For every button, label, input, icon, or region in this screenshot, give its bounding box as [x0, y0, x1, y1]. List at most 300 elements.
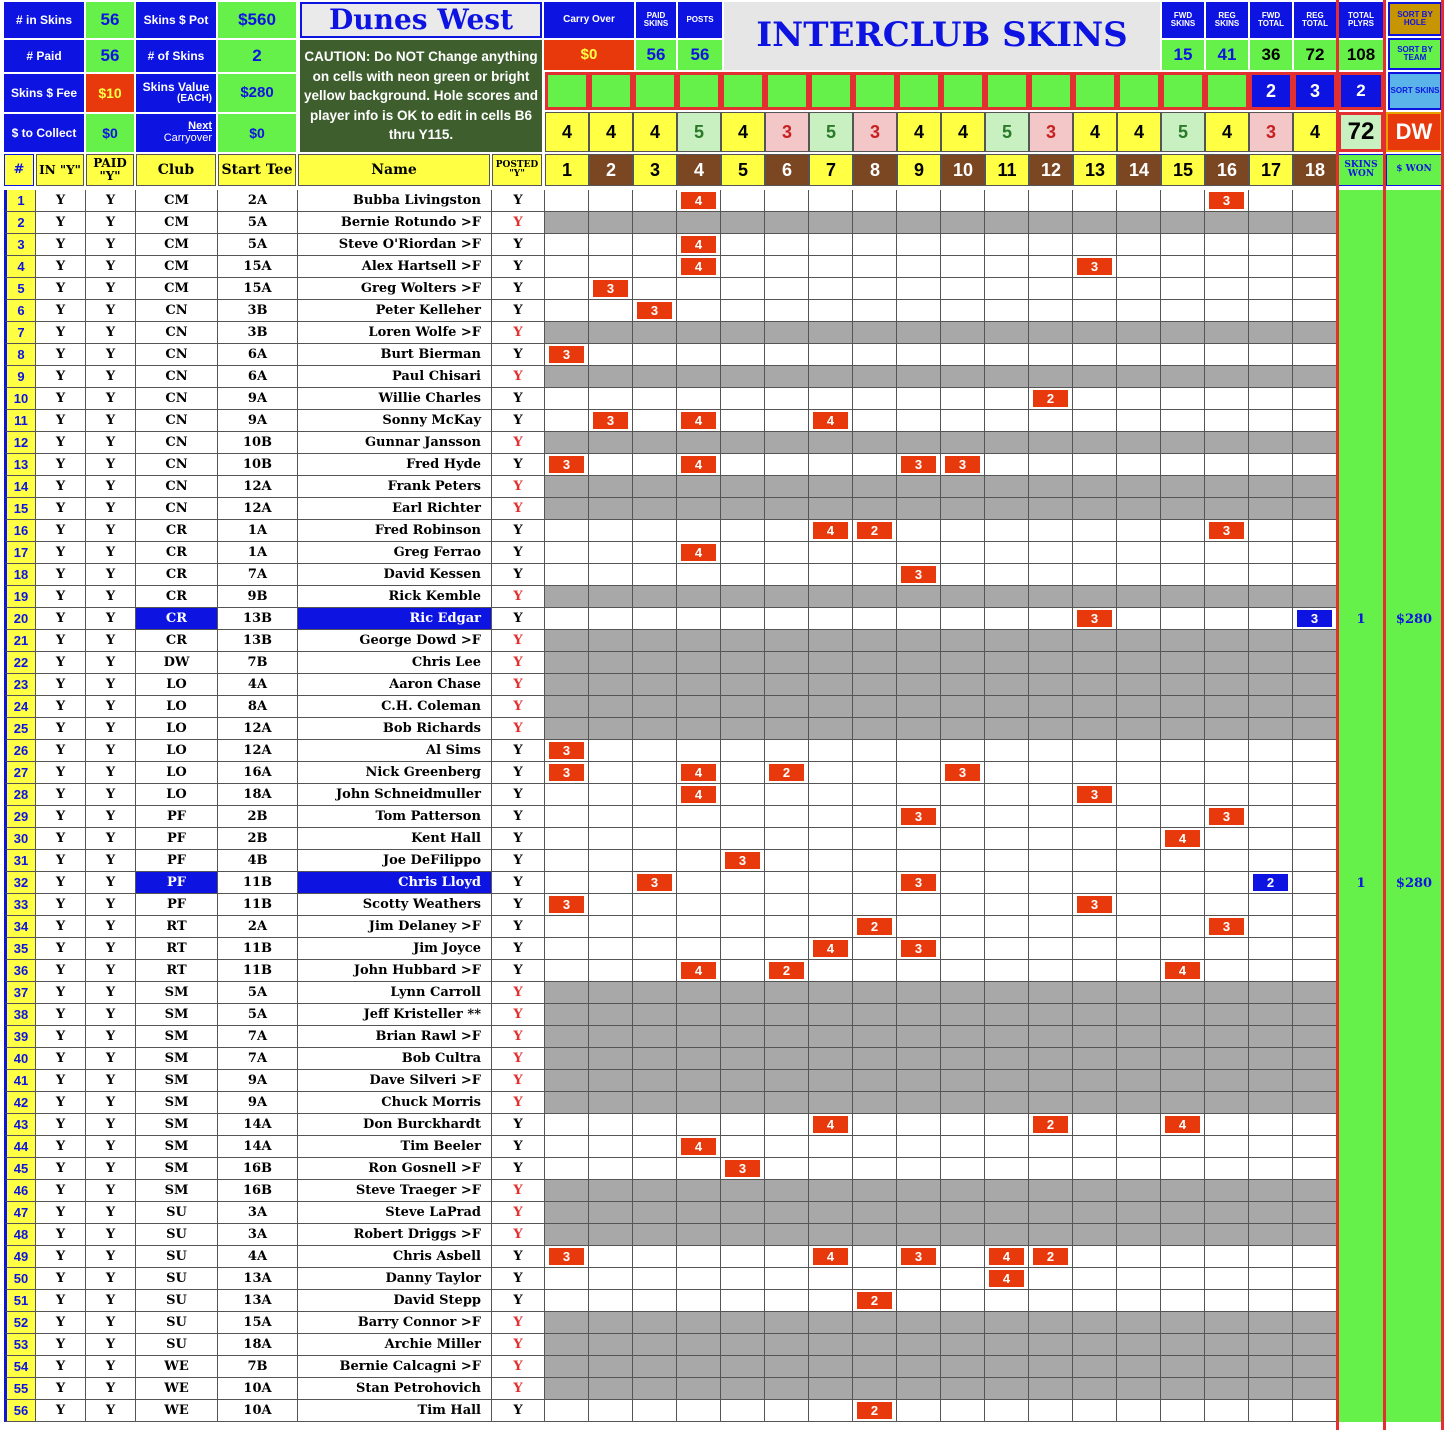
score-cell-hole-3[interactable]	[633, 366, 677, 388]
score-cell-hole-15[interactable]	[1161, 498, 1205, 520]
score-cell-hole-13[interactable]	[1073, 1180, 1117, 1202]
score-cell-hole-11[interactable]	[985, 1070, 1029, 1092]
cell-club[interactable]: CM	[136, 278, 218, 300]
score-cell-hole-3[interactable]	[633, 432, 677, 454]
cell-tee[interactable]: 5A	[218, 982, 298, 1004]
score-cell-hole-5[interactable]	[721, 1290, 765, 1312]
score-cell-hole-10[interactable]	[941, 696, 985, 718]
score-cell-hole-1[interactable]	[545, 498, 589, 520]
score-cell-hole-14[interactable]	[1117, 652, 1161, 674]
score-cell-hole-17[interactable]	[1249, 432, 1293, 454]
score-cell-hole-6[interactable]	[765, 1378, 809, 1400]
cell-posted[interactable]: Y	[492, 806, 545, 828]
score-cell-hole-9[interactable]	[897, 1026, 941, 1048]
cell-posted[interactable]: Y	[492, 916, 545, 938]
cell-paid[interactable]: Y	[86, 1114, 136, 1136]
score-cell-hole-9[interactable]	[897, 366, 941, 388]
score-cell-hole-15[interactable]	[1161, 256, 1205, 278]
score-cell-hole-17[interactable]	[1249, 938, 1293, 960]
score-cell-hole-1[interactable]	[545, 982, 589, 1004]
score-cell-hole-11[interactable]	[985, 630, 1029, 652]
score-cell-hole-16[interactable]	[1205, 1114, 1249, 1136]
cell-paid[interactable]: Y	[86, 1026, 136, 1048]
score-cell-hole-12[interactable]	[1029, 718, 1073, 740]
score-cell-hole-18[interactable]	[1293, 630, 1337, 652]
score-cell-hole-18[interactable]	[1293, 586, 1337, 608]
score-cell-hole-14[interactable]	[1117, 410, 1161, 432]
cell-posted[interactable]: Y	[492, 278, 545, 300]
score-cell-hole-4[interactable]	[677, 1268, 721, 1290]
cell-posted[interactable]: Y	[492, 388, 545, 410]
score-cell-hole-17[interactable]	[1249, 498, 1293, 520]
score-cell-hole-13[interactable]	[1073, 1246, 1117, 1268]
score-cell-hole-2[interactable]	[589, 454, 633, 476]
score-cell-hole-2[interactable]	[589, 190, 633, 212]
score-cell-hole-11[interactable]	[985, 916, 1029, 938]
score-cell-hole-17[interactable]	[1249, 190, 1293, 212]
score-cell-hole-2[interactable]	[589, 652, 633, 674]
cell-name[interactable]: C.H. Coleman	[298, 696, 492, 718]
score-cell-hole-12[interactable]	[1029, 366, 1073, 388]
score-cell-hole-13[interactable]	[1073, 1334, 1117, 1356]
score-cell-hole-18[interactable]	[1293, 872, 1337, 894]
score-cell-hole-13[interactable]	[1073, 806, 1117, 828]
cell-name[interactable]: Jim Delaney >F	[298, 916, 492, 938]
score-cell-hole-17[interactable]	[1249, 278, 1293, 300]
score-cell-hole-16[interactable]	[1205, 872, 1249, 894]
score-cell-hole-1[interactable]	[545, 322, 589, 344]
score-cell-hole-10[interactable]	[941, 454, 985, 476]
score-cell-hole-1[interactable]	[545, 1334, 589, 1356]
score-cell-hole-17[interactable]	[1249, 718, 1293, 740]
score-cell-hole-11[interactable]	[985, 1092, 1029, 1114]
score-cell-hole-8[interactable]	[853, 1246, 897, 1268]
score-cell-hole-6[interactable]	[765, 278, 809, 300]
score-cell-hole-1[interactable]	[545, 1180, 589, 1202]
cell-paid[interactable]: Y	[86, 1202, 136, 1224]
cell-name[interactable]: Ron Gosnell >F	[298, 1158, 492, 1180]
score-cell-hole-11[interactable]	[985, 1400, 1029, 1422]
score-cell-hole-2[interactable]	[589, 608, 633, 630]
score-cell-hole-17[interactable]	[1249, 542, 1293, 564]
cell-club[interactable]: SU	[136, 1312, 218, 1334]
score-cell-hole-16[interactable]	[1205, 828, 1249, 850]
score-cell-hole-8[interactable]	[853, 784, 897, 806]
cell-club[interactable]: SM	[136, 982, 218, 1004]
score-cell-hole-16[interactable]	[1205, 256, 1249, 278]
cell-posted[interactable]: Y	[492, 784, 545, 806]
score-cell-hole-9[interactable]	[897, 828, 941, 850]
cell-name[interactable]: Chris Asbell	[298, 1246, 492, 1268]
score-cell-hole-4[interactable]	[677, 982, 721, 1004]
score-cell-hole-17[interactable]	[1249, 1334, 1293, 1356]
score-cell-hole-6[interactable]	[765, 1092, 809, 1114]
cell-club[interactable]: DW	[136, 652, 218, 674]
cell-posted[interactable]: Y	[492, 872, 545, 894]
score-cell-hole-13[interactable]	[1073, 696, 1117, 718]
cell-name[interactable]: Steve LaPrad	[298, 1202, 492, 1224]
score-cell-hole-17[interactable]	[1249, 564, 1293, 586]
score-cell-hole-3[interactable]	[633, 938, 677, 960]
score-cell-hole-15[interactable]	[1161, 1334, 1205, 1356]
score-cell-hole-9[interactable]	[897, 850, 941, 872]
cell-club[interactable]: LO	[136, 718, 218, 740]
score-cell-hole-9[interactable]	[897, 1290, 941, 1312]
par-hole-7[interactable]: 5	[809, 112, 853, 152]
score-cell-hole-12[interactable]	[1029, 1092, 1073, 1114]
score-cell-hole-16[interactable]	[1205, 498, 1249, 520]
cell-posted[interactable]: Y	[492, 454, 545, 476]
score-cell-hole-7[interactable]	[809, 938, 853, 960]
cell-name[interactable]: David Stepp	[298, 1290, 492, 1312]
score-cell-hole-11[interactable]	[985, 1136, 1029, 1158]
score-cell-hole-5[interactable]	[721, 938, 765, 960]
cell-tee[interactable]: 6A	[218, 344, 298, 366]
cell-posted[interactable]: Y	[492, 1334, 545, 1356]
cell-posted[interactable]: Y	[492, 1114, 545, 1136]
score-cell-hole-12[interactable]	[1029, 806, 1073, 828]
score-cell-hole-8[interactable]	[853, 740, 897, 762]
score-cell-hole-14[interactable]	[1117, 1070, 1161, 1092]
score-cell-hole-16[interactable]	[1205, 586, 1249, 608]
cell-tee[interactable]: 15A	[218, 256, 298, 278]
score-cell-hole-16[interactable]	[1205, 1312, 1249, 1334]
score-cell-hole-1[interactable]	[545, 344, 589, 366]
score-cell-hole-15[interactable]	[1161, 586, 1205, 608]
score-cell-hole-16[interactable]	[1205, 1136, 1249, 1158]
score-cell-hole-5[interactable]	[721, 1356, 765, 1378]
score-cell-hole-2[interactable]	[589, 388, 633, 410]
score-cell-hole-17[interactable]	[1249, 982, 1293, 1004]
cell-tee[interactable]: 10B	[218, 454, 298, 476]
score-cell-hole-10[interactable]	[941, 1290, 985, 1312]
cell-in[interactable]: Y	[36, 322, 86, 344]
score-cell-hole-10[interactable]	[941, 894, 985, 916]
cell-tee[interactable]: 2A	[218, 916, 298, 938]
score-cell-hole-3[interactable]	[633, 190, 677, 212]
score-cell-hole-9[interactable]	[897, 388, 941, 410]
cell-name[interactable]: Scotty Weathers	[298, 894, 492, 916]
score-cell-hole-9[interactable]	[897, 762, 941, 784]
score-cell-hole-4[interactable]	[677, 1224, 721, 1246]
score-cell-hole-13[interactable]	[1073, 476, 1117, 498]
score-cell-hole-5[interactable]	[721, 498, 765, 520]
cell-club[interactable]: CN	[136, 344, 218, 366]
score-cell-hole-6[interactable]	[765, 1004, 809, 1026]
cell-in[interactable]: Y	[36, 608, 86, 630]
score-cell-hole-18[interactable]	[1293, 1158, 1337, 1180]
sort-by-team-button[interactable]: SORT BY TEAM	[1388, 38, 1442, 70]
cell-paid[interactable]: Y	[86, 520, 136, 542]
score-cell-hole-2[interactable]	[589, 256, 633, 278]
score-cell-hole-16[interactable]	[1205, 300, 1249, 322]
score-cell-hole-17[interactable]	[1249, 1268, 1293, 1290]
score-cell-hole-12[interactable]	[1029, 278, 1073, 300]
score-cell-hole-6[interactable]	[765, 388, 809, 410]
cell-in[interactable]: Y	[36, 630, 86, 652]
score-cell-hole-13[interactable]	[1073, 1092, 1117, 1114]
score-cell-hole-4[interactable]	[677, 1070, 721, 1092]
score-cell-hole-10[interactable]	[941, 322, 985, 344]
score-cell-hole-14[interactable]	[1117, 982, 1161, 1004]
cell-club[interactable]: CN	[136, 300, 218, 322]
score-cell-hole-8[interactable]	[853, 630, 897, 652]
score-cell-hole-11[interactable]	[985, 234, 1029, 256]
cell-paid[interactable]: Y	[86, 938, 136, 960]
score-cell-hole-8[interactable]	[853, 696, 897, 718]
score-cell-hole-1[interactable]	[545, 1136, 589, 1158]
score-cell-hole-18[interactable]	[1293, 850, 1337, 872]
score-cell-hole-14[interactable]	[1117, 674, 1161, 696]
par-hole-17[interactable]: 3	[1249, 112, 1293, 152]
score-cell-hole-13[interactable]	[1073, 234, 1117, 256]
score-cell-hole-1[interactable]	[545, 432, 589, 454]
cell-paid[interactable]: Y	[86, 1070, 136, 1092]
score-cell-hole-4[interactable]	[677, 1092, 721, 1114]
cell-tee[interactable]: 9A	[218, 388, 298, 410]
cell-club[interactable]: LO	[136, 740, 218, 762]
cell-in[interactable]: Y	[36, 740, 86, 762]
score-cell-hole-16[interactable]	[1205, 388, 1249, 410]
score-cell-hole-11[interactable]	[985, 256, 1029, 278]
score-cell-hole-3[interactable]	[633, 1290, 677, 1312]
par-hole-8[interactable]: 3	[853, 112, 897, 152]
score-cell-hole-3[interactable]	[633, 278, 677, 300]
score-cell-hole-11[interactable]	[985, 1268, 1029, 1290]
score-cell-hole-9[interactable]	[897, 784, 941, 806]
score-cell-hole-7[interactable]	[809, 278, 853, 300]
score-cell-hole-5[interactable]	[721, 1180, 765, 1202]
score-cell-hole-17[interactable]	[1249, 300, 1293, 322]
score-cell-hole-12[interactable]	[1029, 388, 1073, 410]
score-cell-hole-9[interactable]	[897, 696, 941, 718]
score-cell-hole-5[interactable]	[721, 1268, 765, 1290]
score-cell-hole-10[interactable]	[941, 410, 985, 432]
score-cell-hole-8[interactable]	[853, 1048, 897, 1070]
score-cell-hole-8[interactable]	[853, 344, 897, 366]
score-cell-hole-3[interactable]	[633, 960, 677, 982]
score-cell-hole-18[interactable]	[1293, 762, 1337, 784]
score-cell-hole-14[interactable]	[1117, 564, 1161, 586]
score-cell-hole-8[interactable]	[853, 366, 897, 388]
score-cell-hole-17[interactable]	[1249, 322, 1293, 344]
cell-name[interactable]: Fred Hyde	[298, 454, 492, 476]
score-cell-hole-16[interactable]	[1205, 1004, 1249, 1026]
score-cell-hole-14[interactable]	[1117, 850, 1161, 872]
score-cell-hole-17[interactable]	[1249, 1114, 1293, 1136]
score-cell-hole-5[interactable]	[721, 630, 765, 652]
cell-in[interactable]: Y	[36, 960, 86, 982]
cell-posted[interactable]: Y	[492, 982, 545, 1004]
cell-club[interactable]: CM	[136, 234, 218, 256]
score-cell-hole-6[interactable]	[765, 344, 809, 366]
score-cell-hole-14[interactable]	[1117, 1246, 1161, 1268]
score-cell-hole-2[interactable]	[589, 234, 633, 256]
score-cell-hole-5[interactable]	[721, 696, 765, 718]
score-cell-hole-9[interactable]	[897, 1224, 941, 1246]
cell-club[interactable]: LO	[136, 762, 218, 784]
score-cell-hole-6[interactable]	[765, 828, 809, 850]
cell-club[interactable]: SU	[136, 1224, 218, 1246]
score-cell-hole-7[interactable]	[809, 1202, 853, 1224]
score-cell-hole-12[interactable]	[1029, 1202, 1073, 1224]
cell-in[interactable]: Y	[36, 586, 86, 608]
score-cell-hole-4[interactable]	[677, 1356, 721, 1378]
score-cell-hole-11[interactable]	[985, 190, 1029, 212]
cell-club[interactable]: CN	[136, 476, 218, 498]
score-cell-hole-9[interactable]	[897, 630, 941, 652]
score-cell-hole-8[interactable]	[853, 564, 897, 586]
score-cell-hole-6[interactable]	[765, 300, 809, 322]
score-cell-hole-10[interactable]	[941, 850, 985, 872]
score-cell-hole-9[interactable]	[897, 498, 941, 520]
score-cell-hole-16[interactable]	[1205, 784, 1249, 806]
score-cell-hole-1[interactable]	[545, 212, 589, 234]
score-cell-hole-4[interactable]	[677, 1048, 721, 1070]
score-cell-hole-11[interactable]	[985, 1114, 1029, 1136]
score-cell-hole-6[interactable]	[765, 234, 809, 256]
score-cell-hole-3[interactable]	[633, 784, 677, 806]
score-cell-hole-12[interactable]	[1029, 960, 1073, 982]
cell-paid[interactable]: Y	[86, 1268, 136, 1290]
score-cell-hole-6[interactable]	[765, 1202, 809, 1224]
score-cell-hole-9[interactable]	[897, 806, 941, 828]
score-cell-hole-18[interactable]	[1293, 322, 1337, 344]
score-cell-hole-16[interactable]	[1205, 1026, 1249, 1048]
score-cell-hole-9[interactable]	[897, 718, 941, 740]
score-cell-hole-13[interactable]	[1073, 1268, 1117, 1290]
score-cell-hole-17[interactable]	[1249, 586, 1293, 608]
score-cell-hole-3[interactable]	[633, 1092, 677, 1114]
score-cell-hole-3[interactable]	[633, 1356, 677, 1378]
score-cell-hole-14[interactable]	[1117, 806, 1161, 828]
cell-club[interactable]: CR	[136, 630, 218, 652]
score-cell-hole-7[interactable]	[809, 542, 853, 564]
score-cell-hole-14[interactable]	[1117, 190, 1161, 212]
cell-name[interactable]: Rick Kemble	[298, 586, 492, 608]
score-cell-hole-13[interactable]	[1073, 520, 1117, 542]
score-cell-hole-4[interactable]	[677, 542, 721, 564]
cell-tee[interactable]: 12A	[218, 498, 298, 520]
score-cell-hole-3[interactable]	[633, 916, 677, 938]
score-cell-hole-6[interactable]	[765, 938, 809, 960]
score-cell-hole-3[interactable]	[633, 300, 677, 322]
score-cell-hole-15[interactable]	[1161, 542, 1205, 564]
score-cell-hole-3[interactable]	[633, 586, 677, 608]
score-cell-hole-12[interactable]	[1029, 872, 1073, 894]
cell-in[interactable]: Y	[36, 872, 86, 894]
cell-in[interactable]: Y	[36, 894, 86, 916]
score-cell-hole-17[interactable]	[1249, 1378, 1293, 1400]
cell-name[interactable]: Tim Hall	[298, 1400, 492, 1422]
score-cell-hole-16[interactable]	[1205, 190, 1249, 212]
score-cell-hole-10[interactable]	[941, 1202, 985, 1224]
score-cell-hole-18[interactable]	[1293, 476, 1337, 498]
cell-in[interactable]: Y	[36, 476, 86, 498]
score-cell-hole-14[interactable]	[1117, 1290, 1161, 1312]
score-cell-hole-3[interactable]	[633, 630, 677, 652]
cell-name[interactable]: Steve O'Riordan >F	[298, 234, 492, 256]
score-cell-hole-11[interactable]	[985, 1224, 1029, 1246]
cell-paid[interactable]: Y	[86, 1400, 136, 1422]
score-cell-hole-9[interactable]	[897, 344, 941, 366]
score-cell-hole-13[interactable]	[1073, 894, 1117, 916]
score-cell-hole-18[interactable]	[1293, 1246, 1337, 1268]
cell-posted[interactable]: Y	[492, 256, 545, 278]
cell-posted[interactable]: Y	[492, 1158, 545, 1180]
score-cell-hole-3[interactable]	[633, 718, 677, 740]
score-cell-hole-15[interactable]	[1161, 1048, 1205, 1070]
score-cell-hole-17[interactable]	[1249, 1202, 1293, 1224]
collect-value[interactable]: $0	[86, 114, 134, 152]
score-cell-hole-12[interactable]	[1029, 542, 1073, 564]
score-cell-hole-16[interactable]	[1205, 806, 1249, 828]
score-cell-hole-3[interactable]	[633, 652, 677, 674]
score-cell-hole-8[interactable]	[853, 410, 897, 432]
cell-paid[interactable]: Y	[86, 696, 136, 718]
cell-paid[interactable]: Y	[86, 1224, 136, 1246]
cell-posted[interactable]: Y	[492, 1180, 545, 1202]
score-cell-hole-3[interactable]	[633, 608, 677, 630]
par-hole-5[interactable]: 4	[721, 112, 765, 152]
score-cell-hole-17[interactable]	[1249, 476, 1293, 498]
score-cell-hole-18[interactable]	[1293, 696, 1337, 718]
score-cell-hole-12[interactable]	[1029, 1312, 1073, 1334]
cell-in[interactable]: Y	[36, 234, 86, 256]
score-cell-hole-15[interactable]	[1161, 1312, 1205, 1334]
score-cell-hole-12[interactable]	[1029, 432, 1073, 454]
score-cell-hole-4[interactable]	[677, 828, 721, 850]
score-cell-hole-18[interactable]	[1293, 1004, 1337, 1026]
score-cell-hole-6[interactable]	[765, 1224, 809, 1246]
cell-in[interactable]: Y	[36, 1070, 86, 1092]
cell-club[interactable]: CN	[136, 322, 218, 344]
cell-paid[interactable]: Y	[86, 1048, 136, 1070]
score-cell-hole-2[interactable]	[589, 1268, 633, 1290]
score-cell-hole-2[interactable]	[589, 1158, 633, 1180]
score-cell-hole-14[interactable]	[1117, 1312, 1161, 1334]
score-cell-hole-11[interactable]	[985, 608, 1029, 630]
cell-paid[interactable]: Y	[86, 652, 136, 674]
score-cell-hole-5[interactable]	[721, 1202, 765, 1224]
score-cell-hole-5[interactable]	[721, 410, 765, 432]
score-cell-hole-7[interactable]	[809, 1290, 853, 1312]
score-cell-hole-10[interactable]	[941, 872, 985, 894]
score-cell-hole-1[interactable]	[545, 894, 589, 916]
score-cell-hole-13[interactable]	[1073, 1004, 1117, 1026]
score-cell-hole-12[interactable]	[1029, 696, 1073, 718]
score-cell-hole-7[interactable]	[809, 432, 853, 454]
score-cell-hole-5[interactable]	[721, 960, 765, 982]
sort-skins-button[interactable]: SORT SKINS	[1388, 72, 1442, 110]
cell-posted[interactable]: Y	[492, 1224, 545, 1246]
score-cell-hole-4[interactable]	[677, 564, 721, 586]
score-cell-hole-11[interactable]	[985, 1312, 1029, 1334]
score-cell-hole-15[interactable]	[1161, 1004, 1205, 1026]
score-cell-hole-5[interactable]	[721, 190, 765, 212]
cell-tee[interactable]: 2A	[218, 190, 298, 212]
score-cell-hole-14[interactable]	[1117, 1202, 1161, 1224]
score-cell-hole-16[interactable]	[1205, 652, 1249, 674]
score-cell-hole-14[interactable]	[1117, 366, 1161, 388]
score-cell-hole-10[interactable]	[941, 344, 985, 366]
score-cell-hole-13[interactable]	[1073, 1158, 1117, 1180]
cell-name[interactable]: Chuck Morris	[298, 1092, 492, 1114]
score-cell-hole-12[interactable]	[1029, 1158, 1073, 1180]
cell-club[interactable]: WE	[136, 1378, 218, 1400]
score-cell-hole-8[interactable]	[853, 1158, 897, 1180]
score-cell-hole-17[interactable]	[1249, 520, 1293, 542]
